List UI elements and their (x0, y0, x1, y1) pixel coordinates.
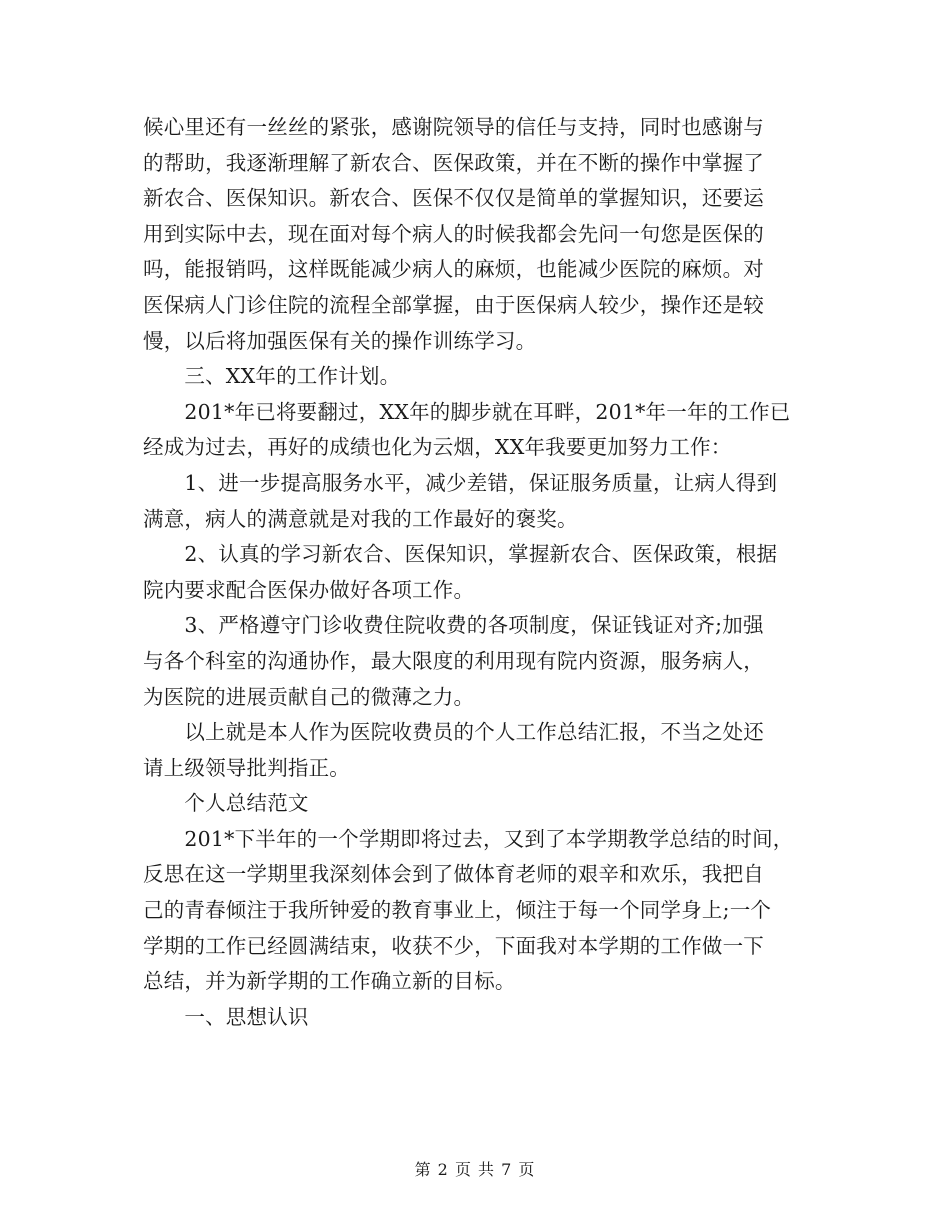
body-paragraph-6: 3、严格遵守门诊收费住院收费的各项制度，保证钱证对齐;加强 与各个科室的沟通协作，最大限度的利用现有院内资源，服务病人， 为医院的进展贡献自己的微薄之力。 (143, 613, 764, 709)
section-heading: 一、思想认识 (143, 1004, 309, 1029)
section-title: 个人总结范文 (143, 791, 309, 816)
document-body (143, 110, 813, 1035)
body-paragraph-1: 候心里还有一丝丝的紧张，感谢院领导的信任与支持，同时也感谢与 的帮助，我逐渐理解了新农合、医保政策，并在不断的操作中掌握了 新农合、医保知识。新农合、医保不仅仅是简单的掌握知识，还要运 用到实际中去，现在面对每个病人的时候我都会先问一句您是医保的 吗，能报销吗，这样既能减少病人的麻烦，也能减少医院的麻烦。对 医保病人门诊住院的流程全部掌握，由于医保病人较少，操作还是较 慢，以后将加强医保有关的操作训练学习。 (143, 115, 764, 353)
body-paragraph-4: 1、进一步提高服务水平，减少差错，保证服务质量，让病人得到 满意，病人的满意就是对我的工作最好的褒奖。 (143, 470, 778, 531)
body-paragraph-9: 201*下半年的一个学期即将过去，又到了本学期教学总结的时间， 反思在这一学期里我深刻体会到了做体育老师的艰辛和欢乐，我把自 己的青春倾注于我所钟爱的教育事业上，倾注于每一个同学身上;一个 学期的工作已经圆满结束，收获不少，下面我对本学期的工作做一下 总结，并为新学期的工作确立新的目标。 (143, 826, 794, 994)
body-paragraph-7: 以上就是本人作为医院收费员的个人工作总结汇报，不当之处还 请上级领导批判指正。 (143, 720, 764, 780)
page-footer: 第 2 页 共 7 页 (414, 1160, 536, 1179)
body-paragraph-2-heading: 三、XX年的工作计划。 (143, 364, 401, 389)
body-paragraph-3: 201*年已将要翻过，XX年的脚步就在耳畔，201*年一年的工作已 经成为过去，再好的成绩也化为云烟，XX年我要更加努力工作： (143, 399, 791, 460)
body-paragraph-5: 2、认真的学习新农合、医保知识，掌握新农合、医保政策，根据 院内要求配合医保办做好各项工作。 (143, 542, 778, 602)
